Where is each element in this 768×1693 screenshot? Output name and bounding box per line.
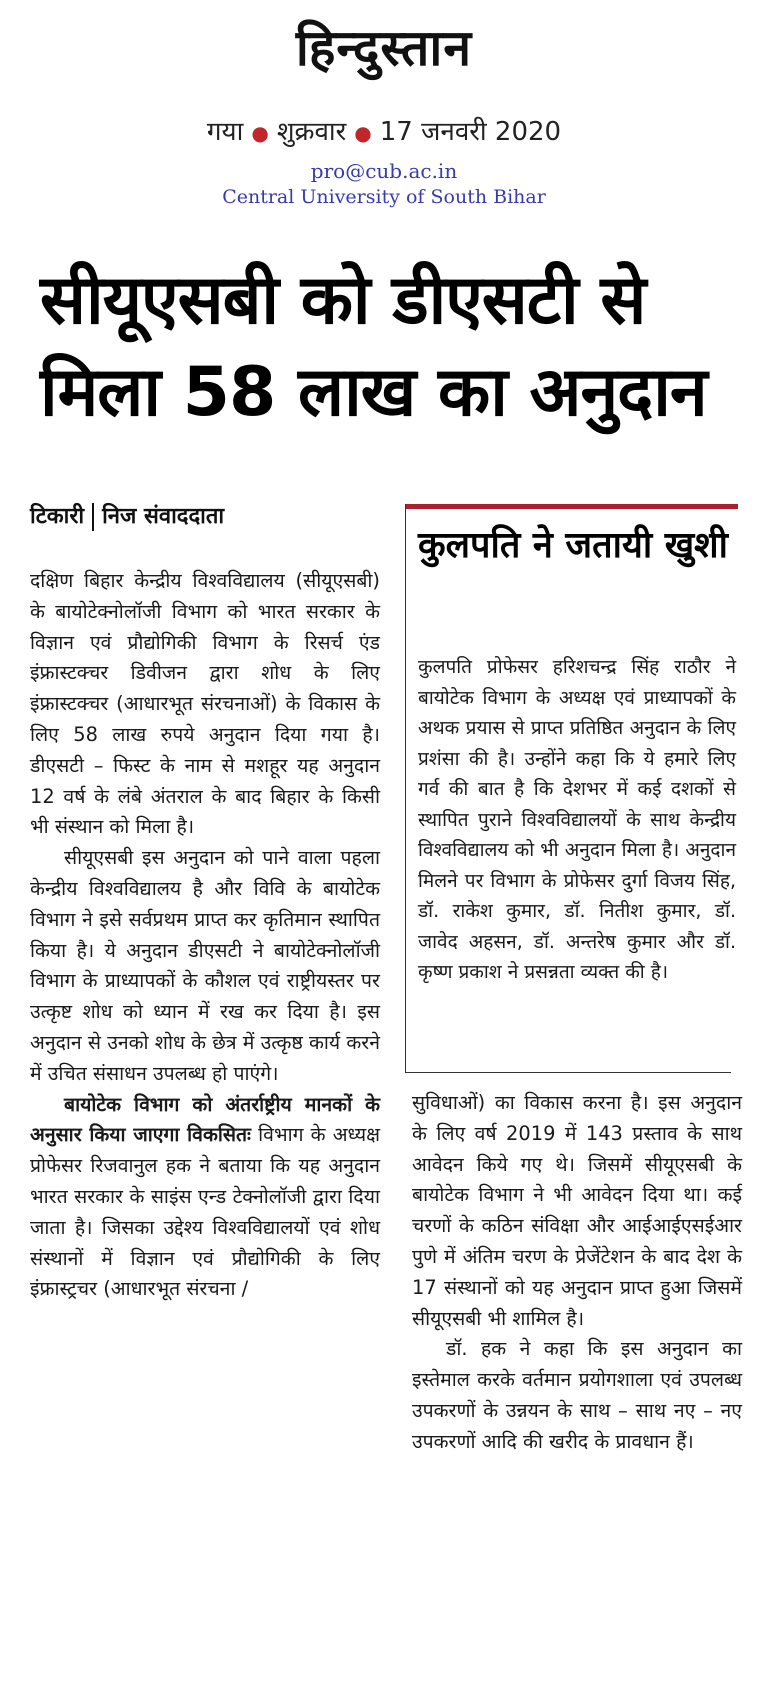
byline-reporter: निज संवाददाता xyxy=(102,504,225,529)
sidebar-body xyxy=(418,652,736,988)
article-paragraph-2: सीयूएसबी इस अनुदान को पाने वाला पहला केन्द्रीय विश्वविद्यालय है और विवि के बायोटेक विभाग ने इसे सर्वप्रथम प्राप्त कर कृतिमान स्थापित किया है। ये अनुदान डीएसटी ने बायोटेक्नोलॉजी विभाग के प्राध्यापकों के कौशल एवं राष्ट्रीयस्तर पर उत्कृष्ट शोध को ध्यान में रख कर दिया है। इस अनुदान से उनको शोध के छेत्र में उत्कृष्ठ कार्य करने में उचित संसाधन उपलब्ध हो पाएंगे। xyxy=(30,846,380,1085)
headline-line-2: मिला 58 लाख का अनुदान xyxy=(40,353,707,432)
dateline-date: 17 जनवरी 2020 xyxy=(379,117,562,147)
dateline-day: शुक्रवार xyxy=(276,117,347,147)
sidebar-paragraph: कुलपति प्रोफेसर हरिशचन्द्र सिंह राठौर ने बायोटेक विभाग के अध्यक्ष एवं प्राध्यापकों के अथक प्रयास से प्राप्त प्रतिष्ठित अनुदान के लिए प्रशंसा की है। उन्होंने कहा कि ये हमारे लिए गर्व की बात है कि देशभर में कई दशकों से स्थापित पुराने विश्वविद्यालयों के साथ केन्द्रीय विश्वविद्यालय को भी अनुदान मिला है। अनुदान मिलने पर विभाग के प्रोफेसर दुर्गा विजय सिंह, डॉ. राकेश कुमार, डॉ. नितीश कुमार, डॉ. जावेद अहसन, डॉ. अन्तरेष कुमार और डॉ. कृष्ण प्रकाश ने प्रसन्नता व्यक्त की है। xyxy=(418,656,736,983)
article-paragraph-3-body: विभाग के अध्यक्ष प्रोफेसर रिजवानुल हक ने बताया कि यह अनुदान भारत सरकार के साइंस एन्ड टेक्नोलॉजी द्वारा दिया जाता है। जिसका उद्देश्य विश्वविद्यालयों एवं शोध संस्थानों में विज्ञान एवं प्रौद्योगिकी के लिए इंफ्रास्ट्रचर (आधारभूत संरचना / xyxy=(30,1123,380,1301)
byline-place: टिकारी xyxy=(30,504,85,529)
bullet-dot-icon: ● xyxy=(354,120,372,145)
sidebar-box xyxy=(405,504,736,1073)
subheading-lead: बायोटेक विभाग को अंतर्राष्ट्रीय मानकों के अनुसार किया जाएगा विकसितः xyxy=(30,1092,380,1147)
dateline xyxy=(0,112,768,148)
stamp-university: Central University of South Bihar xyxy=(222,186,546,208)
masthead xyxy=(0,18,768,78)
article-column-left xyxy=(30,566,380,1305)
headline-line-1: सीयूएसबी को डीएसटी से xyxy=(40,261,646,340)
stamp-email: pro@cub.ac.in xyxy=(310,159,458,183)
article-paragraph-5: डॉ. हक ने कहा कि इस अनुदान का इस्तेमाल करके वर्तमान प्रयोगशाला एवं उपलब्ध उपकरणों के उन्नयन के साथ – साथ नए – नए उपकरणों आदि की खरीद के प्रावधान हैं। xyxy=(412,1337,742,1453)
article-paragraph-4: सुविधाओं) का विकास करना है। इस अनुदान के लिए वर्ष 2019 में 143 प्रस्ताव के साथ आवेदन किये गए थे। जिसमें सीयूएसबी के बायोटेक विभाग ने भी आवेदन दिया था। कई चरणों के कठिन संविक्षा और आईआईएसईआर पुणे में अंतिम चरण के प्रेजेंटेशन के बाद देश के 17 संस्थानों को यह अनुदान प्राप्त हुआ जिसमें सीयूएसबी भी शामिल है। xyxy=(412,1091,742,1330)
sidebar-title: कुलपति ने जतायी खुशी xyxy=(418,525,728,566)
byline-divider xyxy=(92,503,94,531)
article-paragraph-3 xyxy=(30,1090,380,1306)
bullet-dot-icon: ● xyxy=(251,120,269,145)
article-column-right xyxy=(412,1088,742,1458)
newspaper-name: हिन्दुस्तान xyxy=(295,19,473,77)
article-paragraph-1: दक्षिण बिहार केन्द्रीय विश्वविद्यालय (सीयूएसबी) के बायोटेक्नोलॉजी विभाग को भारत सरकार के विज्ञान एवं प्रौद्योगिकी विभाग के रिसर्च एंड इंफ्रास्टक्चर डिवीजन द्वारा शोध के लिए इंफ्रास्टक्चर (आधारभूत संरचनाओं) के विकास के लिए 58 लाख रुपये अनुदान दिया गया है। डीएसटी – फिस्ट के नाम से मशहूर यह अनुदान 12 वर्ष के लंबे अंतराल के बाद बिहार के किसी भी संस्थान को मिला है। xyxy=(30,569,380,839)
headline xyxy=(40,255,760,439)
sidebar-accent-bar xyxy=(406,504,738,509)
byline xyxy=(30,500,224,531)
dateline-city: गया xyxy=(206,117,244,147)
university-stamp xyxy=(0,158,768,210)
